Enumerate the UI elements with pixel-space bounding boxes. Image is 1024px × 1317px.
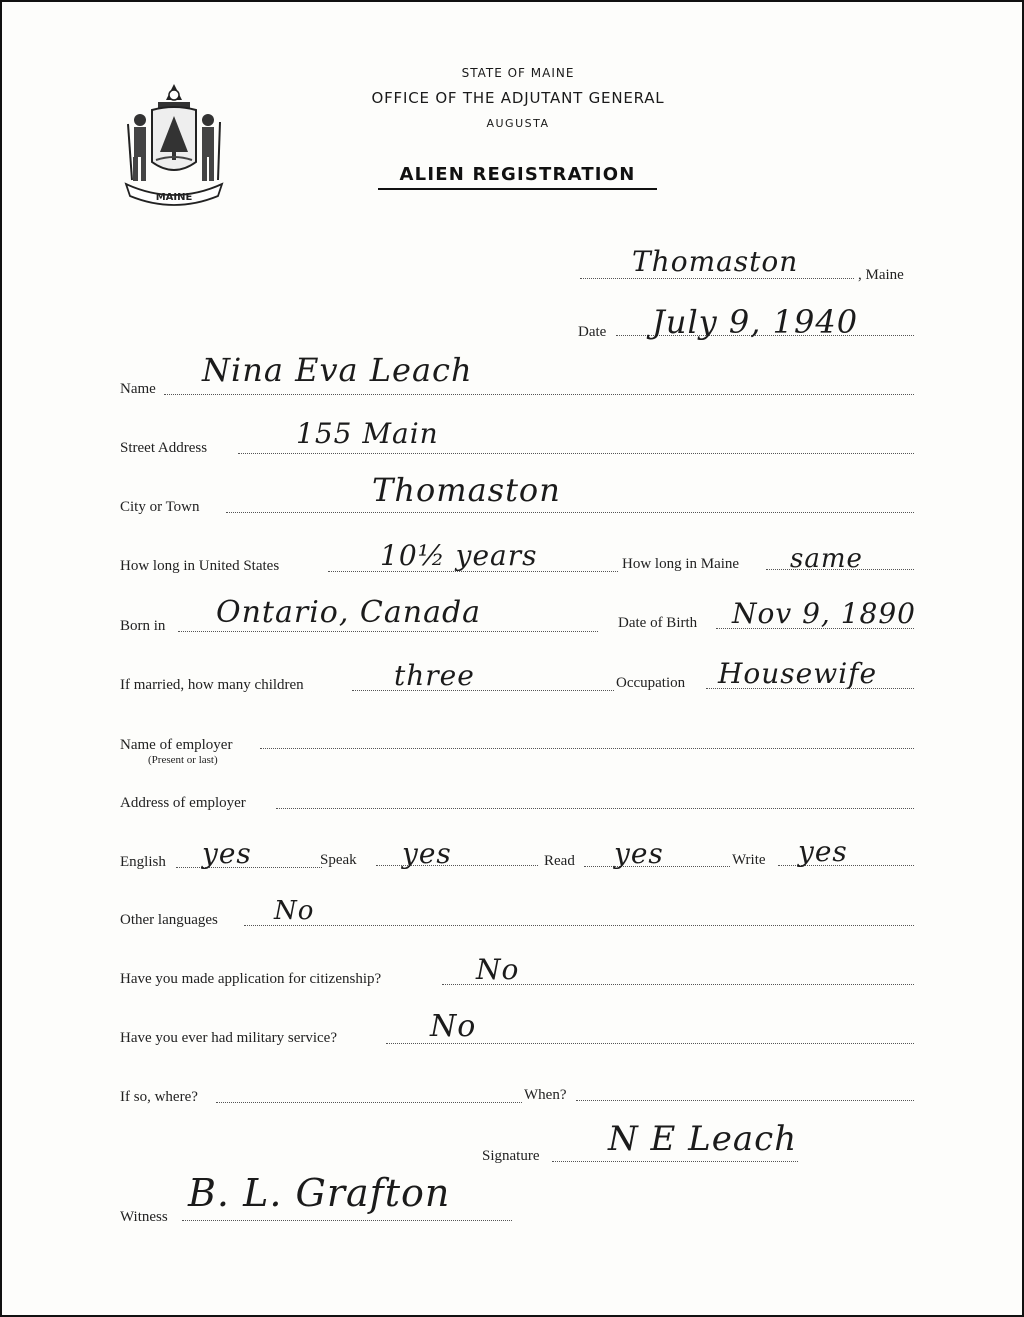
military-label: Have you ever had military service?: [120, 1030, 337, 1046]
us-duration-value: 10½ years: [380, 539, 538, 572]
born-label: Born in: [120, 618, 166, 634]
speak-value: yes: [402, 837, 452, 870]
write-label: Write: [732, 852, 766, 868]
employer-address-label: Address of employer: [120, 795, 246, 811]
where-label: If so, where?: [120, 1089, 198, 1105]
military-value: No: [430, 1009, 477, 1044]
read-label: Read: [544, 853, 575, 869]
children-value: three: [394, 659, 475, 692]
name-label: Name: [120, 381, 156, 397]
signature-value: N E Leach: [608, 1119, 798, 1159]
other-languages-value: No: [274, 896, 315, 926]
occupation-value: Housewife: [718, 657, 878, 690]
where-line: [216, 1102, 522, 1103]
place-line: [580, 278, 854, 279]
street-value: 155 Main: [296, 417, 439, 450]
street-label: Street Address: [120, 440, 208, 456]
other-languages-label: Other languages: [120, 912, 218, 928]
employer-sublabel: (Present or last): [148, 754, 218, 766]
signature-label: Signature: [482, 1148, 540, 1164]
occupation-label: Occupation: [616, 675, 686, 691]
children-line: [352, 690, 614, 691]
english-label: English: [120, 854, 166, 870]
city-label: City or Town: [120, 499, 200, 515]
born-value: Ontario, Canada: [216, 595, 482, 630]
employer-label: Name of employer: [120, 737, 233, 753]
speak-label: Speak: [320, 852, 357, 868]
header-state: STATE OF MAINE: [461, 66, 575, 80]
born-line: [178, 631, 598, 632]
witness-value: B. L. Grafton: [188, 1171, 451, 1215]
english-value: yes: [202, 837, 252, 870]
other-languages-line: [244, 925, 914, 926]
date-value: July 9, 1940: [652, 303, 859, 341]
employer-address-line: [276, 808, 914, 809]
place-suffix: , Maine: [858, 267, 904, 283]
citizenship-value: No: [476, 953, 520, 986]
street-line: [238, 453, 914, 454]
header-office: OFFICE OF THE ADJUTANT GENERAL: [371, 89, 665, 107]
when-line: [576, 1100, 914, 1101]
name-value: Nina Eva Leach: [202, 351, 473, 389]
place-value: Thomaston: [632, 245, 799, 278]
speak-line: [376, 865, 538, 866]
date-label: Date: [578, 324, 607, 340]
city-value: Thomaston: [372, 471, 561, 509]
me-duration-value: same: [790, 544, 863, 574]
seal-banner-text: MAINE: [155, 192, 193, 203]
header-city: AUGUSTA: [486, 117, 550, 130]
dob-label: Date of Birth: [618, 615, 698, 631]
write-value: yes: [798, 835, 848, 868]
city-line: [226, 512, 914, 513]
dob-value: Nov 9, 1890: [732, 597, 916, 630]
us-duration-label: How long in United States: [120, 558, 280, 574]
witness-label: Witness: [120, 1209, 168, 1225]
employer-line: [260, 748, 914, 749]
signature-line: [552, 1161, 798, 1162]
name-line: [164, 394, 914, 395]
read-value: yes: [614, 837, 664, 870]
citizenship-label: Have you made application for citizenship?: [120, 971, 382, 987]
me-duration-label: How long in Maine: [622, 556, 740, 572]
form-title: ALIEN REGISTRATION: [378, 164, 657, 190]
witness-line: [182, 1220, 512, 1221]
when-label: When?: [524, 1087, 567, 1103]
children-label: If married, how many children: [120, 677, 304, 693]
